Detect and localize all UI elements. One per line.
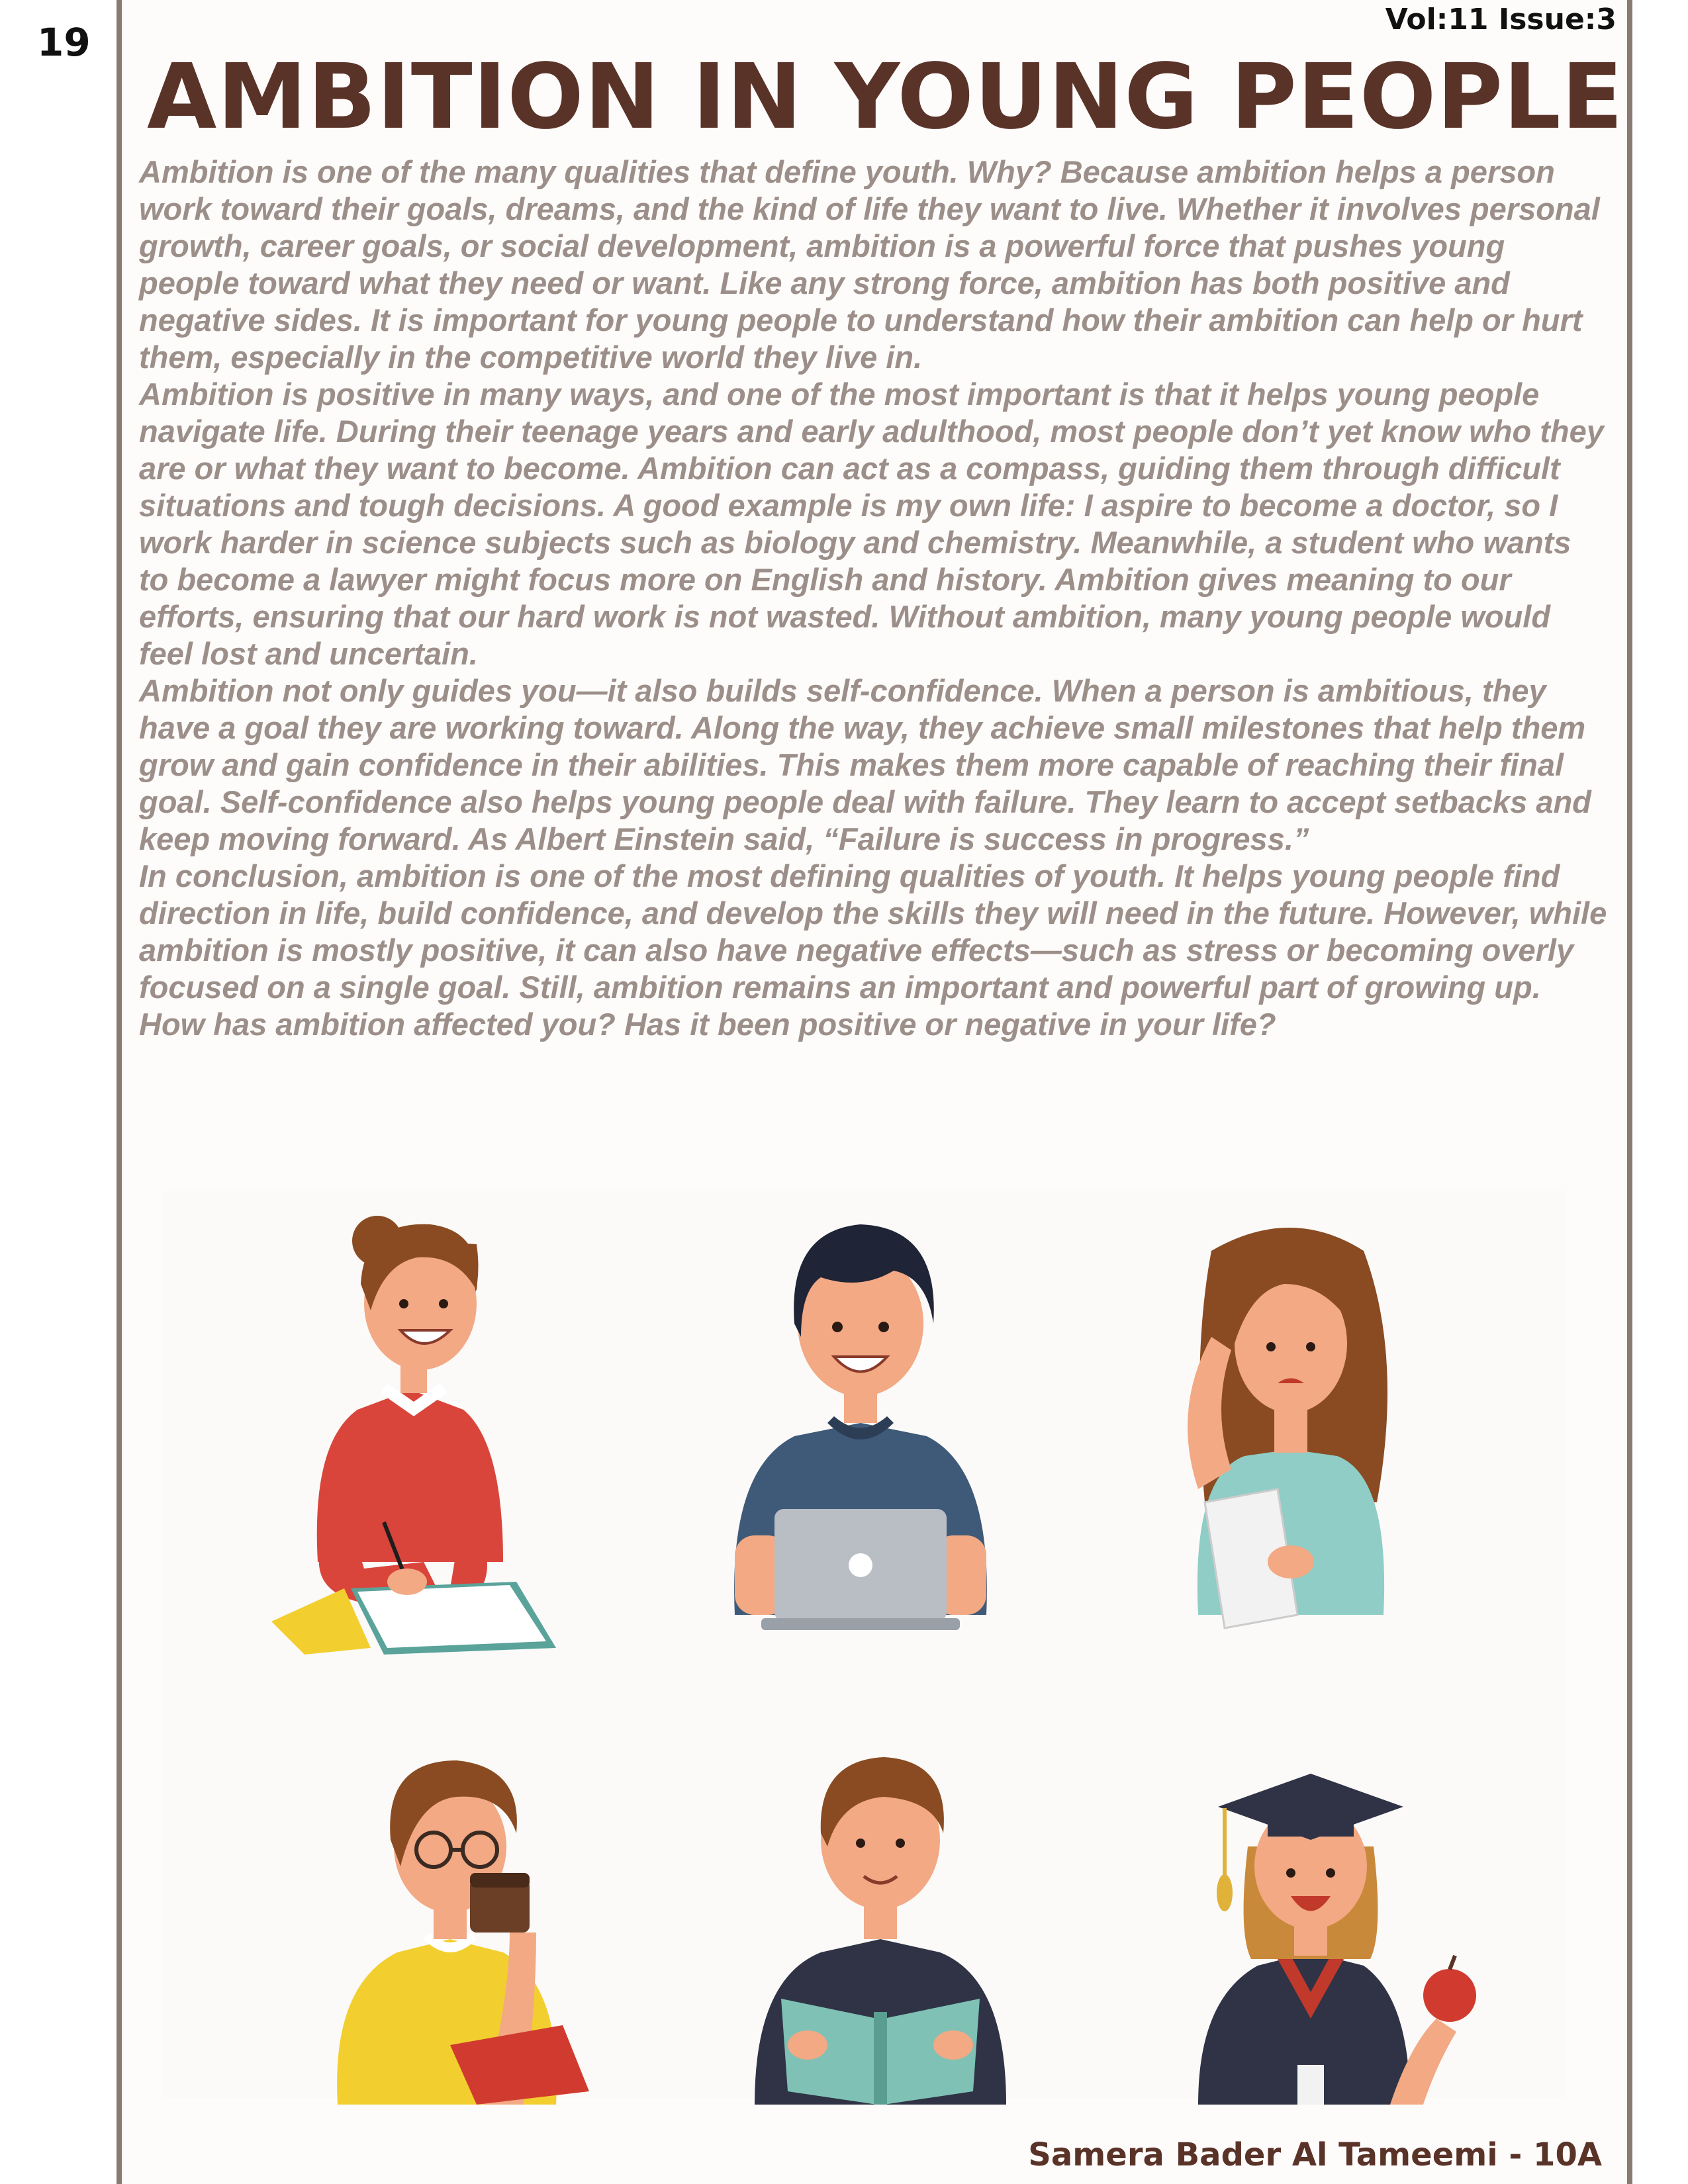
student-coffee-illustration [311,1734,622,2105]
article-body [139,154,1609,1043]
paragraph-intro: Ambition is one of the many qualities that define youth. Why? Because ambition helps a person work toward their goals, dreams, and the kind of life they want to live. Whether it involves personal growth, career goals, or social development, ambition is a powerful force that pushes young people toward what they need or want. Like any strong force, ambition has both positive and negative sides. It is important for young people to understand how their ambition can help or hurt them, especially in the competitive world they live in. [139,154,1600,375]
author-byline: Samera Bader Al Tameemi - 10A [1028,2136,1602,2173]
student-reading-illustration [741,1734,1019,2105]
article-title: AMBITION IN YOUNG PEOPLE [147,45,1624,150]
student-laptop-illustration [715,1191,1006,1655]
paragraph-navigate-life: Ambition is positive in many ways, and one of the most important is that it helps young people navigate life. During their teenage years and early adulthood, most people don’t yet know who they are or what they want to become. Ambition can act as a compass, guiding them through difficult situations and tough decisions. A good example is my own life: I aspire to become a doctor, so I work harder in science subjects such as biology and chemistry. Meanwhile, a student who wants to become a lawyer might focus more on English and history. Ambition gives meaning to our efforts, ensuring that our hard work is not wasted. Without ambition, many young people would feel lost and uncertain. [139,377,1604,671]
page-number: 19 [37,20,91,65]
graduate-apple-illustration [1172,1734,1489,2105]
paragraph-self-confidence: Ambition not only guides you—it also builds self-confidence. When a person is ambitious, they have a goal they are working toward. Along the way, they achieve small milestones that help them grow and gain confidence in their abilities. This makes them more capable of reaching their final goal. Self-confidence also helps young people deal with failure. They learn to accept setbacks and keep moving forward. As Albert Einstein said, “Failure is success in progress.” [139,673,1591,856]
issue-label: Vol:11 Issue:3 [1385,3,1617,36]
paragraph-conclusion: In conclusion, ambition is one of the most defining qualities of youth. It helps young people find direction in life, build confidence, and develop the skills they will need in the future. However, while ambition is mostly positive, it can also have negative effects—such as stress or becoming overly focused on a single goal. Still, ambition remains an important and powerful part of growing up. [139,858,1607,1005]
student-writing-illustration [265,1191,569,1655]
paragraph-question: How has ambition affected you? Has it been positive or negative in your life? [139,1007,1276,1042]
student-thinking-illustration [1152,1191,1430,1655]
